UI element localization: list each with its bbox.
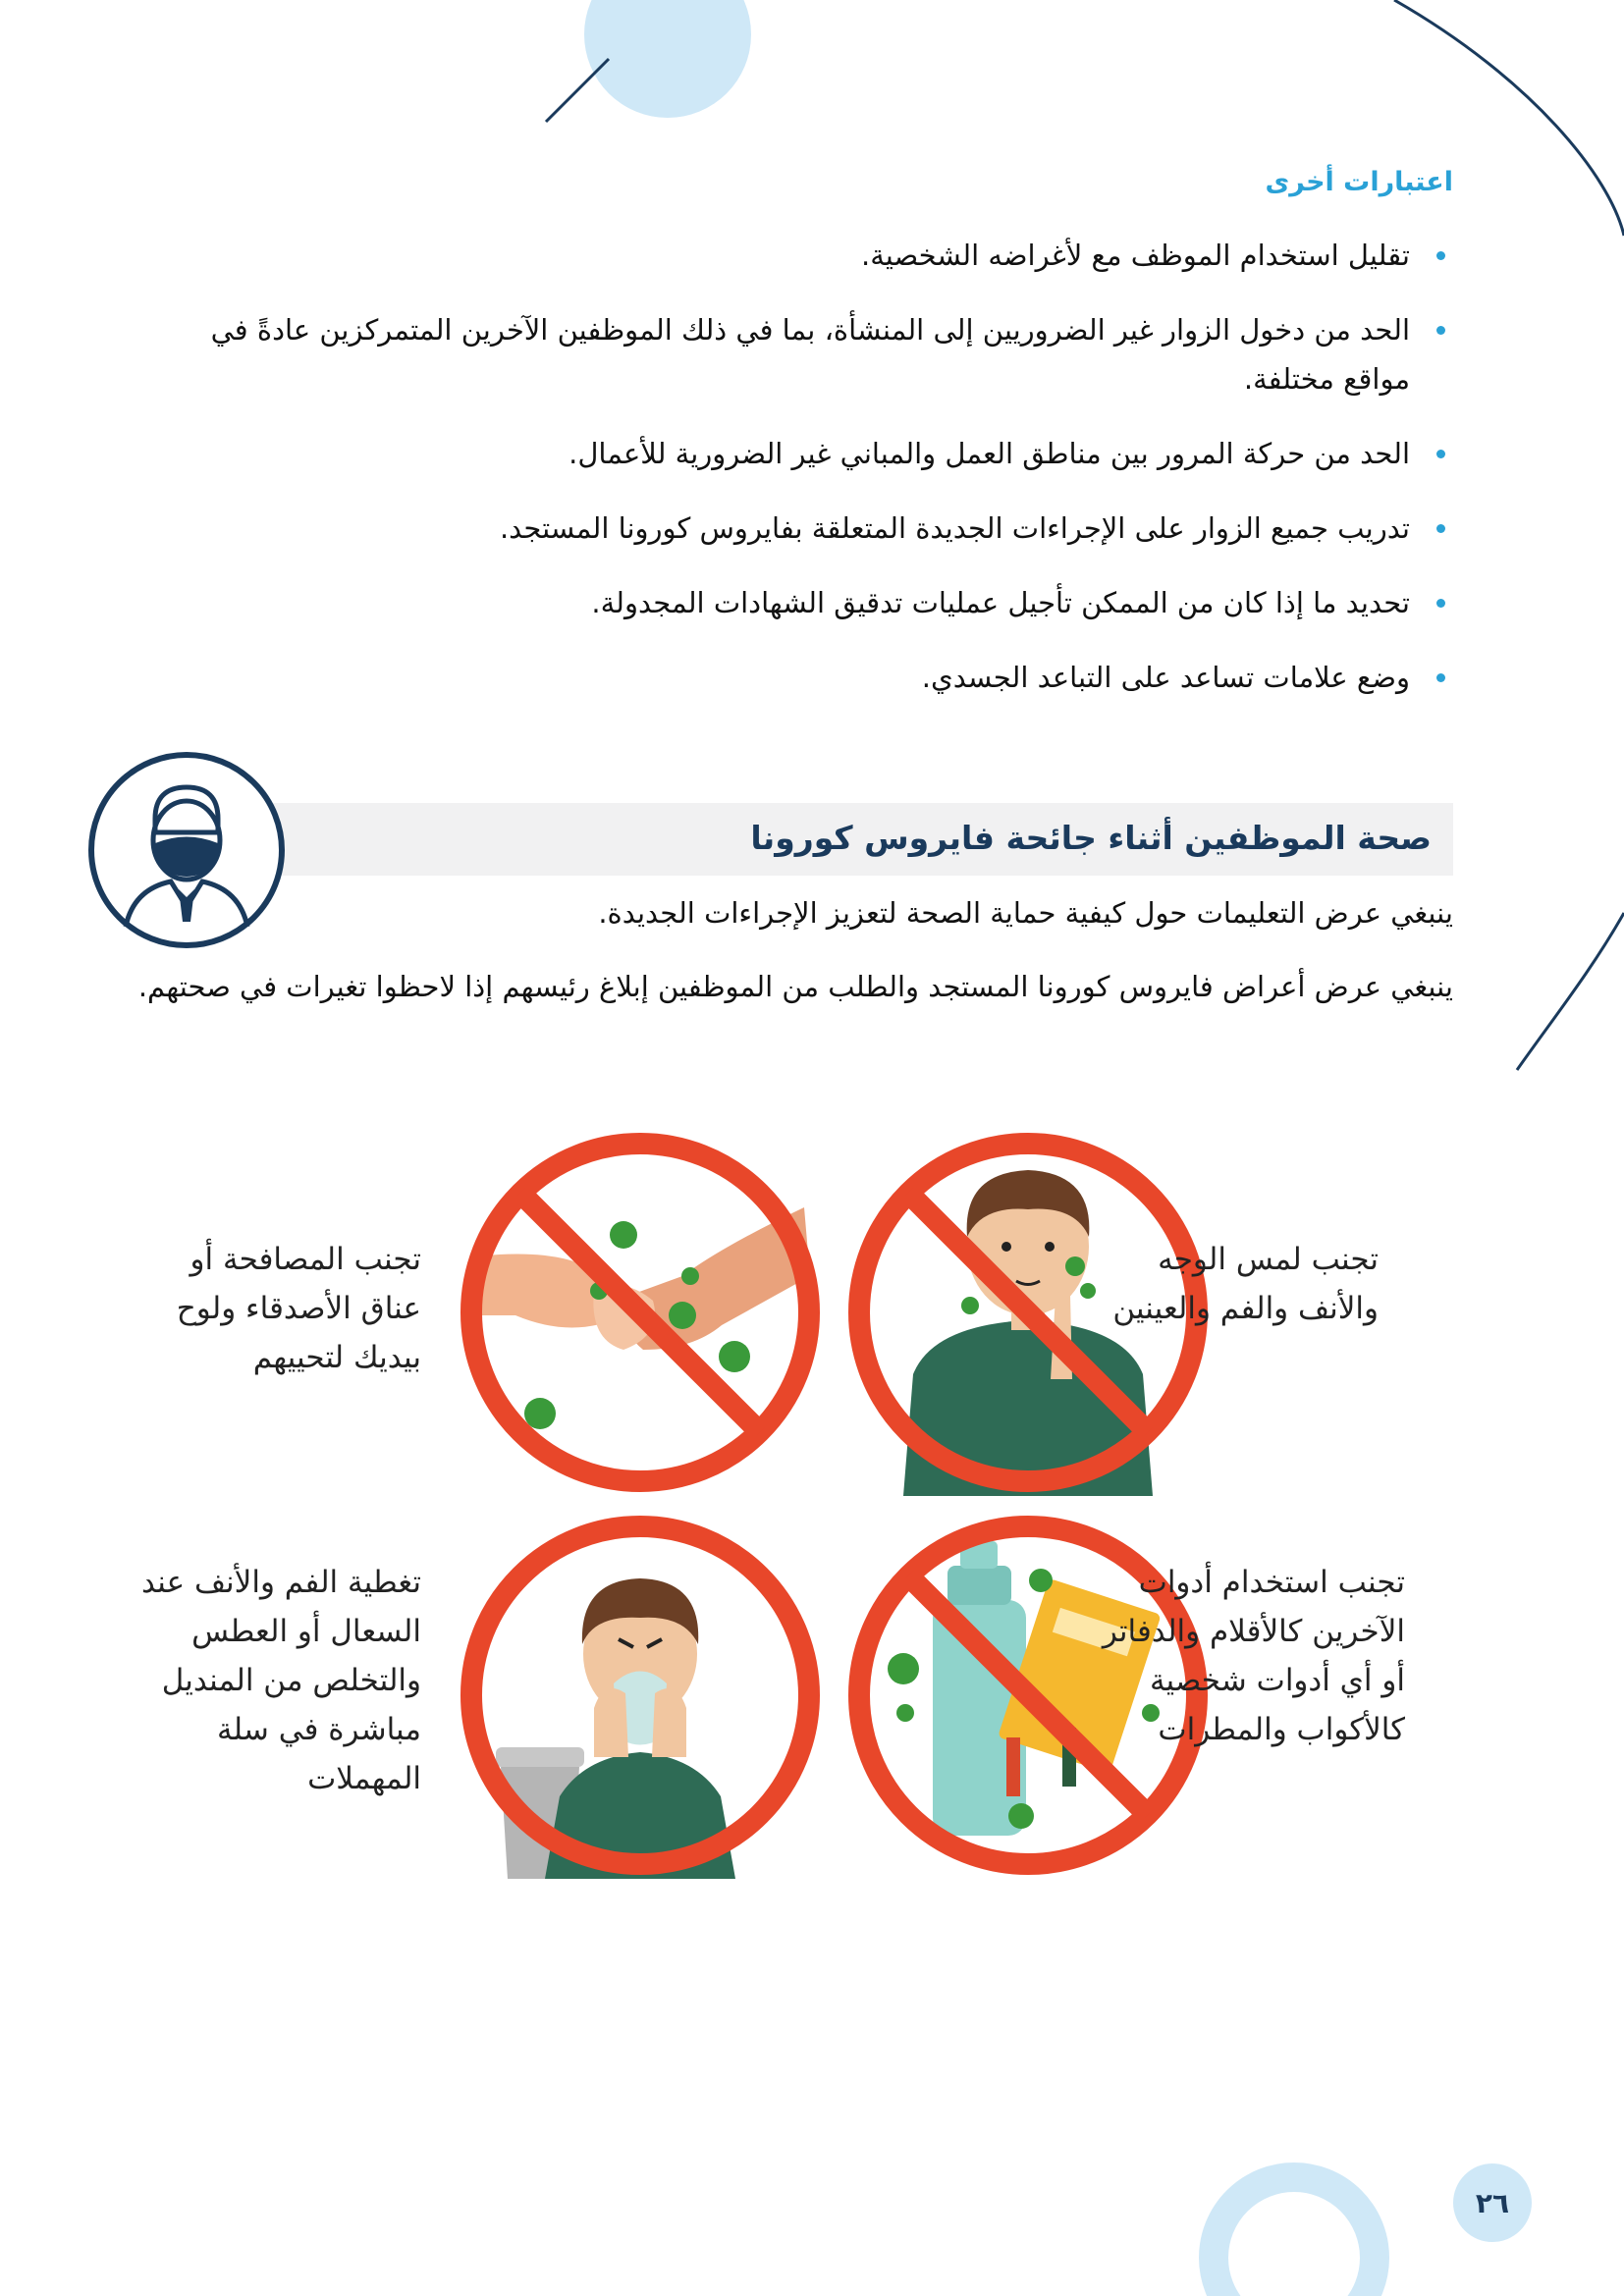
caption-handshake: تجنب المصافحة أو عناق الأصدقاء ولوح بيديك لتحييهم [176, 1242, 421, 1375]
bullet-dot [1436, 450, 1445, 458]
bullet-dot [1436, 599, 1445, 608]
list-item: الحد من دخول الزوار غير الضروريين إلى المنشأة، بما في ذلك الموظفين الآخرين المتمركزين عادةً في مواقع مختلفة. [187, 305, 1453, 403]
bullet-dot [1436, 524, 1445, 533]
list-item: تدريب جميع الزوار على الإجراءات الجديدة المتعلقة بفايروس كورونا المستجد. [187, 504, 1453, 553]
list-item: تحديد ما إذا كان من الممكن تأجيل عمليات تدقيق الشهادات المجدولة. [187, 578, 1453, 627]
list-item: تقليل استخدام الموظف مع لأغراضه الشخصية. [187, 231, 1453, 280]
bullet-dot [1436, 673, 1445, 682]
caption-sharing-tools: تجنب استخدام أدوات الآخرين كالأقلام والدفاتر أو أي أدوات شخصية كالأكواب والمطرات [1102, 1565, 1405, 1747]
no-handshake-icon [457, 1129, 824, 1496]
list-item: الحد من حركة المرور بين مناطق العمل والمباني غير الضرورية للأعمال. [187, 429, 1453, 478]
section-title: صحة الموظفين أثناء جائحة فايروس كورونا [750, 819, 1432, 857]
list-item: وضع علامات تساعد على التباعد الجسدي. [187, 653, 1453, 702]
caption-cover-cough: تغطية الفم والأنف عند السعال أو العطس والتخلص من المنديل مباشرة في سلة المهملات [140, 1565, 421, 1796]
bullet-dot [1436, 326, 1445, 335]
section-heading-other-considerations: اعتبارات أخرى [1265, 167, 1453, 197]
bullet-list [187, 231, 1453, 727]
caption-touch-face: تجنب لمس الوجه والأنف والفم والعينين [1112, 1242, 1379, 1326]
page-number: ٢٦ [1453, 2163, 1532, 2242]
bullet-dot [1436, 251, 1445, 260]
cough-cover-icon [457, 1512, 824, 1879]
paragraph-symptoms: ينبغي عرض أعراض فايروس كورونا المستجد والطلب من الموظفين إبلاغ رئيسهم إذا لاحظوا تغيرات في صحتهم. [137, 970, 1453, 1003]
paragraph-instructions: ينبغي عرض التعليمات حول كيفية حماية الصحة لتعزيز الإجراءات الجديدة. [598, 896, 1453, 930]
